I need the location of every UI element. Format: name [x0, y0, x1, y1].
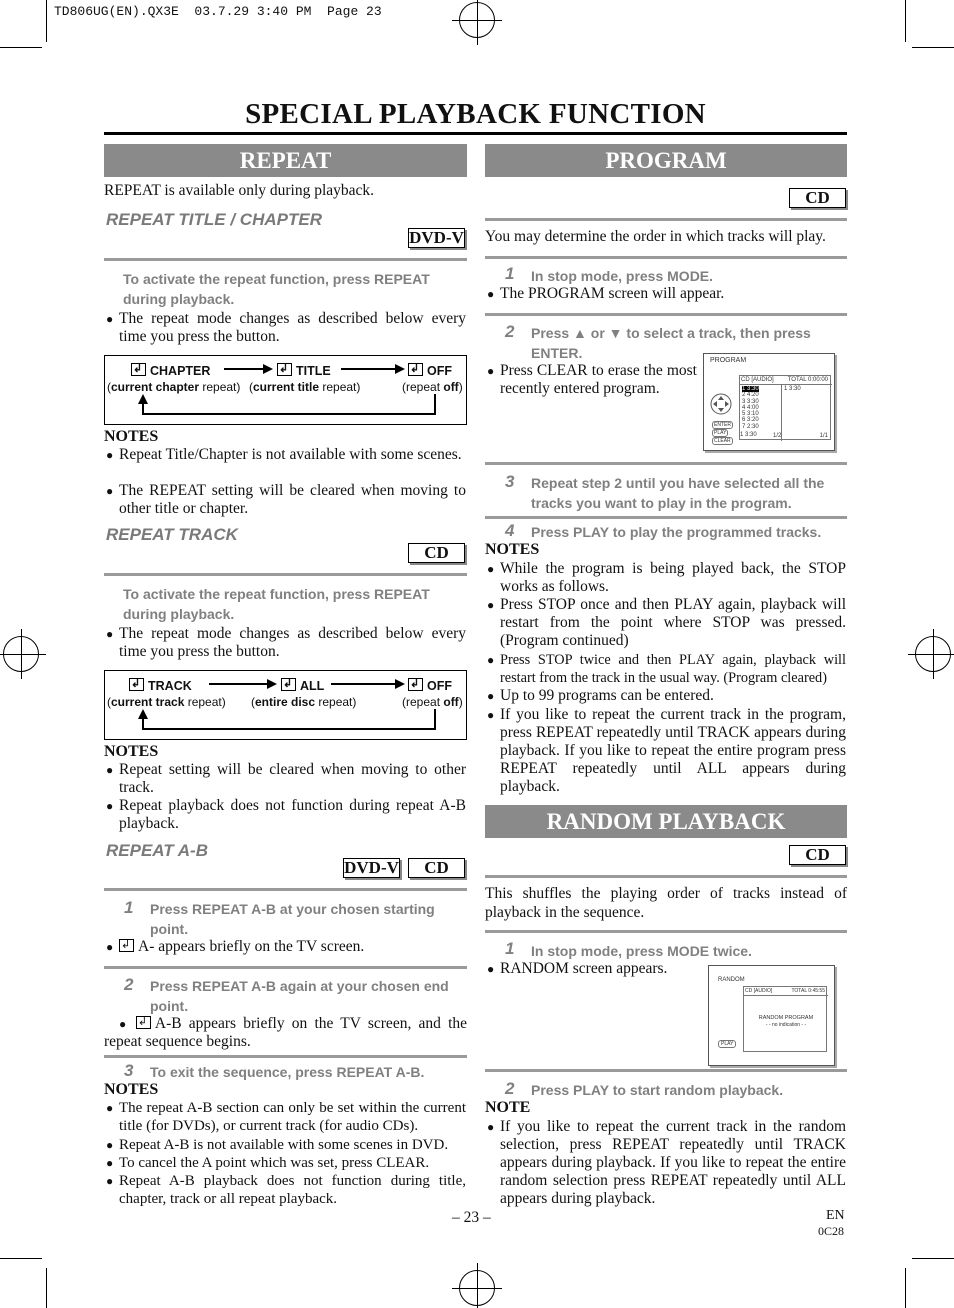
- note-item: ● Repeat A-B playback does not function during title, chapter, track or all repeat playback.: [106, 1173, 466, 1207]
- dpad-icon: [710, 392, 732, 416]
- section-rule: [104, 888, 467, 891]
- step-text: Press PLAY to play the programmed tracks.: [531, 524, 822, 540]
- step-text: Press ▲ or ▼ to select a track, then press ENTER.: [531, 325, 811, 361]
- print-header: TD806UG(EN).QX3E 03.7.29 3:40 PM Page 23: [54, 4, 382, 19]
- step-number: 2: [505, 1079, 515, 1098]
- note-heading: NOTE: [485, 1099, 531, 1116]
- program-intro: You may determine the order in which tracks will play.: [485, 228, 826, 245]
- step-number: 3: [505, 472, 515, 491]
- repeat-ab-heading: REPEAT A-B: [106, 841, 208, 860]
- disc-type: CD [AUDIO]: [741, 377, 774, 383]
- note-item: ● While the program is being played back, the STOP works as follows.: [487, 560, 846, 595]
- note-item: ● If you like to repeat the current track in the random selection, press REPEAT repeatedly until TRACK appears during playback. If you like to repeat the entire random selection press REPEAT repeatedly until ALL appears during playback.: [487, 1118, 846, 1207]
- mode-title-desc: (current title repeat): [249, 380, 361, 394]
- page-title: SPECIAL PLAYBACK FUNCTION: [245, 98, 706, 130]
- registration-mark: [3, 636, 39, 672]
- cycle-arrows: [105, 356, 466, 424]
- repeat-icon: [119, 939, 134, 952]
- repeat-icon: [136, 1016, 151, 1029]
- registration-mark: [915, 636, 951, 672]
- note-item: ● The REPEAT setting will be cleared when moving to other title or chapter.: [106, 482, 466, 517]
- dvd-v-badge: DVD-V: [409, 228, 464, 247]
- step-number: 1: [505, 939, 515, 958]
- mode-off: ↲ OFF: [408, 678, 452, 693]
- mode-title: ↲ TITLE: [277, 363, 331, 378]
- notes-heading: NOTES: [104, 743, 159, 760]
- step-text: To exit the sequence, press REPEAT A-B.: [150, 1064, 425, 1080]
- note-item: ● Repeat A-B is not available with some scenes in DVD.: [106, 1137, 449, 1153]
- play-hint: PLAY: [718, 1040, 736, 1048]
- step-text: In stop mode, press MODE.: [531, 268, 714, 284]
- mode-all: ↲ ALL: [281, 678, 324, 693]
- notes-heading: NOTES: [104, 1081, 159, 1098]
- screen-title: RANDOM: [718, 977, 745, 983]
- mode-track: ↲TRACK: [129, 678, 192, 693]
- note-item: ● If you like to repeat the current track in the program, press REPEAT repeatedly until TRACK appears during playback. If you like to repeat the entire program press REPEAT repeatedly until ALL appears during playback.: [487, 706, 846, 795]
- notes-heading: NOTES: [485, 541, 540, 558]
- mode-chapter: ↲CHAPTER: [131, 363, 210, 378]
- repeat-title-instruction: To activate the repeat function, press REPEAT during playback.: [123, 271, 430, 307]
- step-number: 4: [505, 521, 515, 540]
- step-number: 1: [505, 264, 515, 283]
- repeat-track-mode-diagram: [104, 670, 467, 740]
- repeat-title-mode-diagram: [104, 355, 467, 425]
- random-program-label: RANDOM PROGRAM: [758, 1015, 814, 1021]
- screen-title: PROGRAM: [710, 357, 747, 364]
- section-rule: [485, 516, 847, 519]
- step-number: 1: [124, 898, 134, 917]
- disc-type: CD [AUDIO]: [745, 988, 773, 994]
- program-screen-illustration: [703, 353, 835, 451]
- random-playback-banner: RANDOM PLAYBACK: [485, 805, 847, 838]
- section-rule: [485, 256, 847, 259]
- enter-hint: ENTER: [714, 422, 731, 428]
- section-rule: [104, 966, 467, 969]
- mode-all-desc: (entire disc repeat): [251, 695, 357, 709]
- repeat-banner: REPEAT: [104, 144, 467, 177]
- note-item: ● The repeat A-B section can only be set within the current title (for DVDs), or current track (for audio CDs).: [106, 1100, 466, 1134]
- no-indication-label: - - no indication - -: [765, 1022, 807, 1028]
- repeat-track-heading: REPEAT TRACK: [106, 525, 238, 544]
- repeat-title-bullet: ● The repeat mode changes as described below every time you press the button.: [106, 310, 466, 345]
- title-rule: [104, 132, 847, 135]
- note-item: ● To cancel the A point which was set, press CLEAR.: [106, 1155, 430, 1171]
- program-banner: PROGRAM: [485, 144, 847, 177]
- step-bullet: ● The PROGRAM screen will appear.: [487, 285, 725, 302]
- registration-mark: [459, 1270, 495, 1306]
- step-text: Press REPEAT A-B at your chosen starting point.: [150, 901, 435, 937]
- total-time: TOTAL 0:45:55: [791, 988, 825, 994]
- mode-off-desc: (repeat off): [402, 380, 463, 394]
- section-rule: [485, 875, 847, 878]
- section-rule: [104, 1055, 467, 1058]
- crop-mark: [0, 1258, 42, 1259]
- section-rule: [485, 930, 847, 933]
- section-rule: [485, 313, 847, 316]
- step-bullet: ● RANDOM screen appears.: [487, 960, 668, 977]
- play-hint: PLAY: [714, 430, 727, 436]
- page-number: – 23 –: [452, 1209, 491, 1226]
- step-number: 2: [505, 322, 515, 341]
- section-rule: [485, 218, 847, 221]
- repeat-track-bullet: ● The repeat mode changes as described below every time you press the button.: [106, 625, 466, 660]
- note-item: ● Repeat setting will be cleared when moving to other track.: [106, 761, 466, 796]
- repeat-title-chapter-heading: REPEAT TITLE / CHAPTER: [106, 210, 322, 229]
- note-item: ● Press STOP twice and then PLAY again, playback will restart from the track in the usual way. (Program cleared): [487, 652, 846, 686]
- random-intro: This shuffles the playing order of tracks instead of playback in the sequence.: [485, 885, 847, 921]
- track-list: 1 3:30 2 4:20 3 3:30 4 4:00 5 3:10 6 3:20 7 2:30: [742, 386, 759, 430]
- step-bullet: ● Press CLEAR to erase the most recently entered program.: [487, 362, 697, 397]
- section-rule: [104, 573, 467, 576]
- crop-mark: [905, 1268, 906, 1308]
- crop-mark: [46, 0, 47, 42]
- cd-badge: CD: [789, 188, 846, 208]
- language-code: EN: [826, 1208, 845, 1223]
- note-item: ● Press STOP once and then PLAY again, playback will restart from the point where STOP was pressed. (Program continued): [487, 596, 846, 649]
- step-number: 3: [124, 1061, 134, 1080]
- dvd-v-badge: DVD-V: [344, 858, 399, 877]
- note-item: ● Up to 99 programs can be entered.: [487, 687, 714, 704]
- clear-hint: CLEAR: [714, 438, 731, 444]
- program-list: 1 3:30: [784, 386, 801, 392]
- note-item: ● Repeat playback does not function during repeat A-B playback.: [106, 797, 466, 832]
- cd-badge: CD: [789, 845, 846, 865]
- registration-mark: [459, 2, 495, 38]
- document-code: 0C28: [818, 1224, 845, 1238]
- step-text: Press REPEAT A-B again at your chosen end point.: [150, 978, 449, 1014]
- cd-badge: CD: [408, 543, 465, 563]
- repeat-track-instruction: To activate the repeat function, press REPEAT during playback.: [123, 586, 430, 622]
- step-text: Repeat step 2 until you have selected all the tracks you want to play in the program.: [531, 475, 825, 511]
- crop-mark: [905, 0, 906, 42]
- screen-list-panel: CD [AUDIO] TOTAL 0:00:00 1 3:30 2 4:20 3 3:30 4 4:00 5 3:10 6 3:20 7 2:30 1 3:30 1/2 1/1: [739, 375, 831, 440]
- notes-heading: NOTES: [104, 428, 159, 445]
- crop-mark: [46, 1268, 47, 1308]
- section-rule: [485, 1069, 847, 1072]
- current-selection: 1 3:30: [740, 432, 757, 438]
- section-rule: [104, 258, 467, 261]
- step-text: In stop mode, press MODE twice.: [531, 943, 752, 959]
- repeat-intro: REPEAT is available only during playback.: [104, 182, 375, 199]
- crop-mark: [0, 47, 42, 48]
- crop-mark: [912, 47, 954, 48]
- random-screen-illustration: [708, 965, 835, 1066]
- cd-badge: CD: [408, 858, 465, 878]
- mode-chapter-desc: (current chapter repeat): [107, 380, 241, 394]
- total-time: TOTAL 0:00:00: [787, 377, 828, 383]
- step-bullet: ● ↲A-B appears briefly on the TV screen, and the repeat sequence begins.: [104, 1015, 467, 1051]
- mode-off: ↲ OFF: [408, 363, 452, 378]
- step-bullet: ● ↲ A- appears briefly on the TV screen.: [119, 938, 466, 956]
- section-rule: [485, 462, 847, 465]
- cycle-arrows: [105, 671, 466, 739]
- mode-off-desc: (repeat off): [402, 695, 463, 709]
- crop-mark: [912, 1258, 954, 1259]
- step-number: 2: [124, 975, 134, 994]
- mode-track-desc: (current track repeat): [107, 695, 226, 709]
- step-text: Press PLAY to start random playback.: [531, 1082, 784, 1098]
- note-item: ● Repeat Title/Chapter is not available with some scenes.: [106, 446, 462, 463]
- screen-panel: [743, 986, 827, 1052]
